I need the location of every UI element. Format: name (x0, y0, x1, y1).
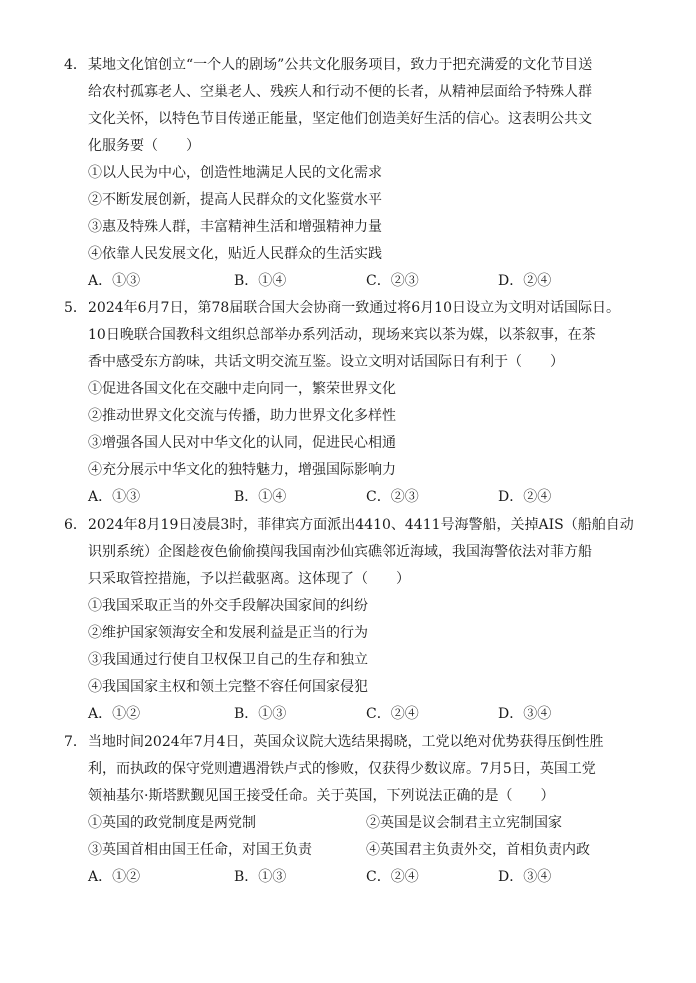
question-stem-line: 识别系统）企图趁夜色偷偷摸闯我国南沙仙宾礁邻近海域，我国海警依法对菲方船 (88, 544, 592, 560)
option-statement: ③惠及特殊人群，丰富精神生活和增强精神力量 (88, 219, 382, 235)
choice-c[interactable]: C．②③ (366, 489, 419, 505)
question-stem-line: 给农村孤寡老人、空巢老人、残疾人和行动不便的长者，从精神层面给予特殊人群 (88, 84, 592, 100)
choice-b[interactable]: B．①④ (234, 273, 287, 289)
option-statement: ③增强各国人民对中华文化的认同，促进民心相通 (88, 435, 396, 451)
choice-d[interactable]: D．③④ (498, 869, 552, 885)
option-statement: ③我国通过行使自卫权保卫自己的生存和独立 (88, 652, 368, 668)
choice-b[interactable]: B．①③ (234, 869, 287, 885)
choice-d[interactable]: D．②④ (498, 489, 552, 505)
choice-a[interactable]: A．①③ (88, 273, 141, 289)
choice-a[interactable]: A．①③ (88, 489, 141, 505)
option-statement: ④我国国家主权和领土完整不容任何国家侵犯 (88, 679, 368, 695)
question-number: 6． (64, 517, 87, 533)
question-number: 5． (64, 300, 87, 316)
choice-a[interactable]: A．①② (88, 706, 141, 722)
option-statement: ②英国是议会制君主立宪制国家 (366, 815, 562, 831)
option-statement: ④充分展示中华文化的独特魅力，增强国际影响力 (88, 462, 396, 478)
question-stem-line: 只采取管控措施，予以拦截驱离。这体现了（ ） (88, 571, 410, 587)
choice-c[interactable]: C．②④ (366, 869, 419, 885)
option-statement: ③英国首相由国王任命，对国王负责 (88, 842, 312, 858)
question-number: 7． (64, 734, 87, 750)
choice-d[interactable]: D．③④ (498, 706, 552, 722)
option-statement: ②维护国家领海安全和发展利益是正当的行为 (88, 625, 368, 641)
option-statement: ①我国采取正当的外交手段解决国家间的纠纷 (88, 598, 368, 614)
question-stem-line: 香中感受东方韵味，共话文明交流互鉴。设立文明对话国际日有利于（ ） (88, 354, 564, 370)
question-stem-line: 利，而执政的保守党则遭遇滑铁卢式的惨败，仅获得少数议席。7月5日，英国工党 (88, 761, 596, 777)
answer-choices (64, 864, 664, 891)
question-number: 4． (64, 57, 87, 73)
option-pair-row (64, 810, 664, 837)
option-statement: ④英国君主负责外交，首相负责内政 (366, 842, 590, 858)
choice-c[interactable]: C．②③ (366, 273, 419, 289)
question-4 (64, 52, 664, 295)
answer-choices (64, 701, 664, 728)
question-stem-line: 10日晚联合国教科文组织总部举办系列活动，现场来宾以茶为媒，以茶叙事，在茶 (88, 327, 596, 343)
choice-a[interactable]: A．①② (88, 869, 141, 885)
option-statement: ①英国的政党制度是两党制 (88, 815, 256, 831)
question-stem-line: 化服务要（ ） (88, 138, 200, 154)
choice-d[interactable]: D．②④ (498, 273, 552, 289)
option-statement: ②推动世界文化交流与传播，助力世界文化多样性 (88, 408, 396, 424)
option-statement: ①以人民为中心，创造性地满足人民的文化需求 (88, 165, 382, 181)
option-statement: ②不断发展创新，提高人民群众的文化鉴赏水平 (88, 192, 382, 208)
question-stem-line: 4． 某地文化馆创立“一个人的剧场”公共文化服务项目，致力于把充满爱的文化节目送 (64, 52, 664, 79)
choice-b[interactable]: B．①③ (234, 706, 287, 722)
answer-choices (64, 268, 664, 295)
option-statement: ①促进各国文化在交融中走向同一，繁荣世界文化 (88, 381, 396, 397)
question-6 (64, 512, 664, 728)
question-stem-line: 7． 当地时间2024年7月4日，英国众议院大选结果揭晓，工党以绝对优势获得压倒性胜 (64, 729, 664, 756)
option-pair-row (64, 837, 664, 864)
option-statement: ④依靠人民发展文化，贴近人民群众的生活实践 (88, 246, 382, 262)
question-stem-line: 文化关怀，以特色节目传递正能量，坚定他们创造美好生活的信心。这表明公共文 (88, 111, 592, 127)
choice-b[interactable]: B．①④ (234, 489, 287, 505)
question-stem-line: 5． 2024年6月7日，第78届联合国大会协商一致通过将6月10日设立为文明对话国际日。 (64, 295, 664, 322)
choice-c[interactable]: C．②④ (366, 706, 419, 722)
question-stem-line: 领袖基尔·斯塔默觐见国王接受任命。关于英国，下列说法正确的是（ ） (88, 788, 555, 804)
answer-choices (64, 484, 664, 511)
question-stem-line: 6． 2024年8月19日凌晨3时，菲律宾方面派出4410、4411号海警船，关掉AIS（船舶自动 (64, 512, 664, 539)
question-7 (64, 729, 664, 891)
question-5 (64, 295, 664, 511)
